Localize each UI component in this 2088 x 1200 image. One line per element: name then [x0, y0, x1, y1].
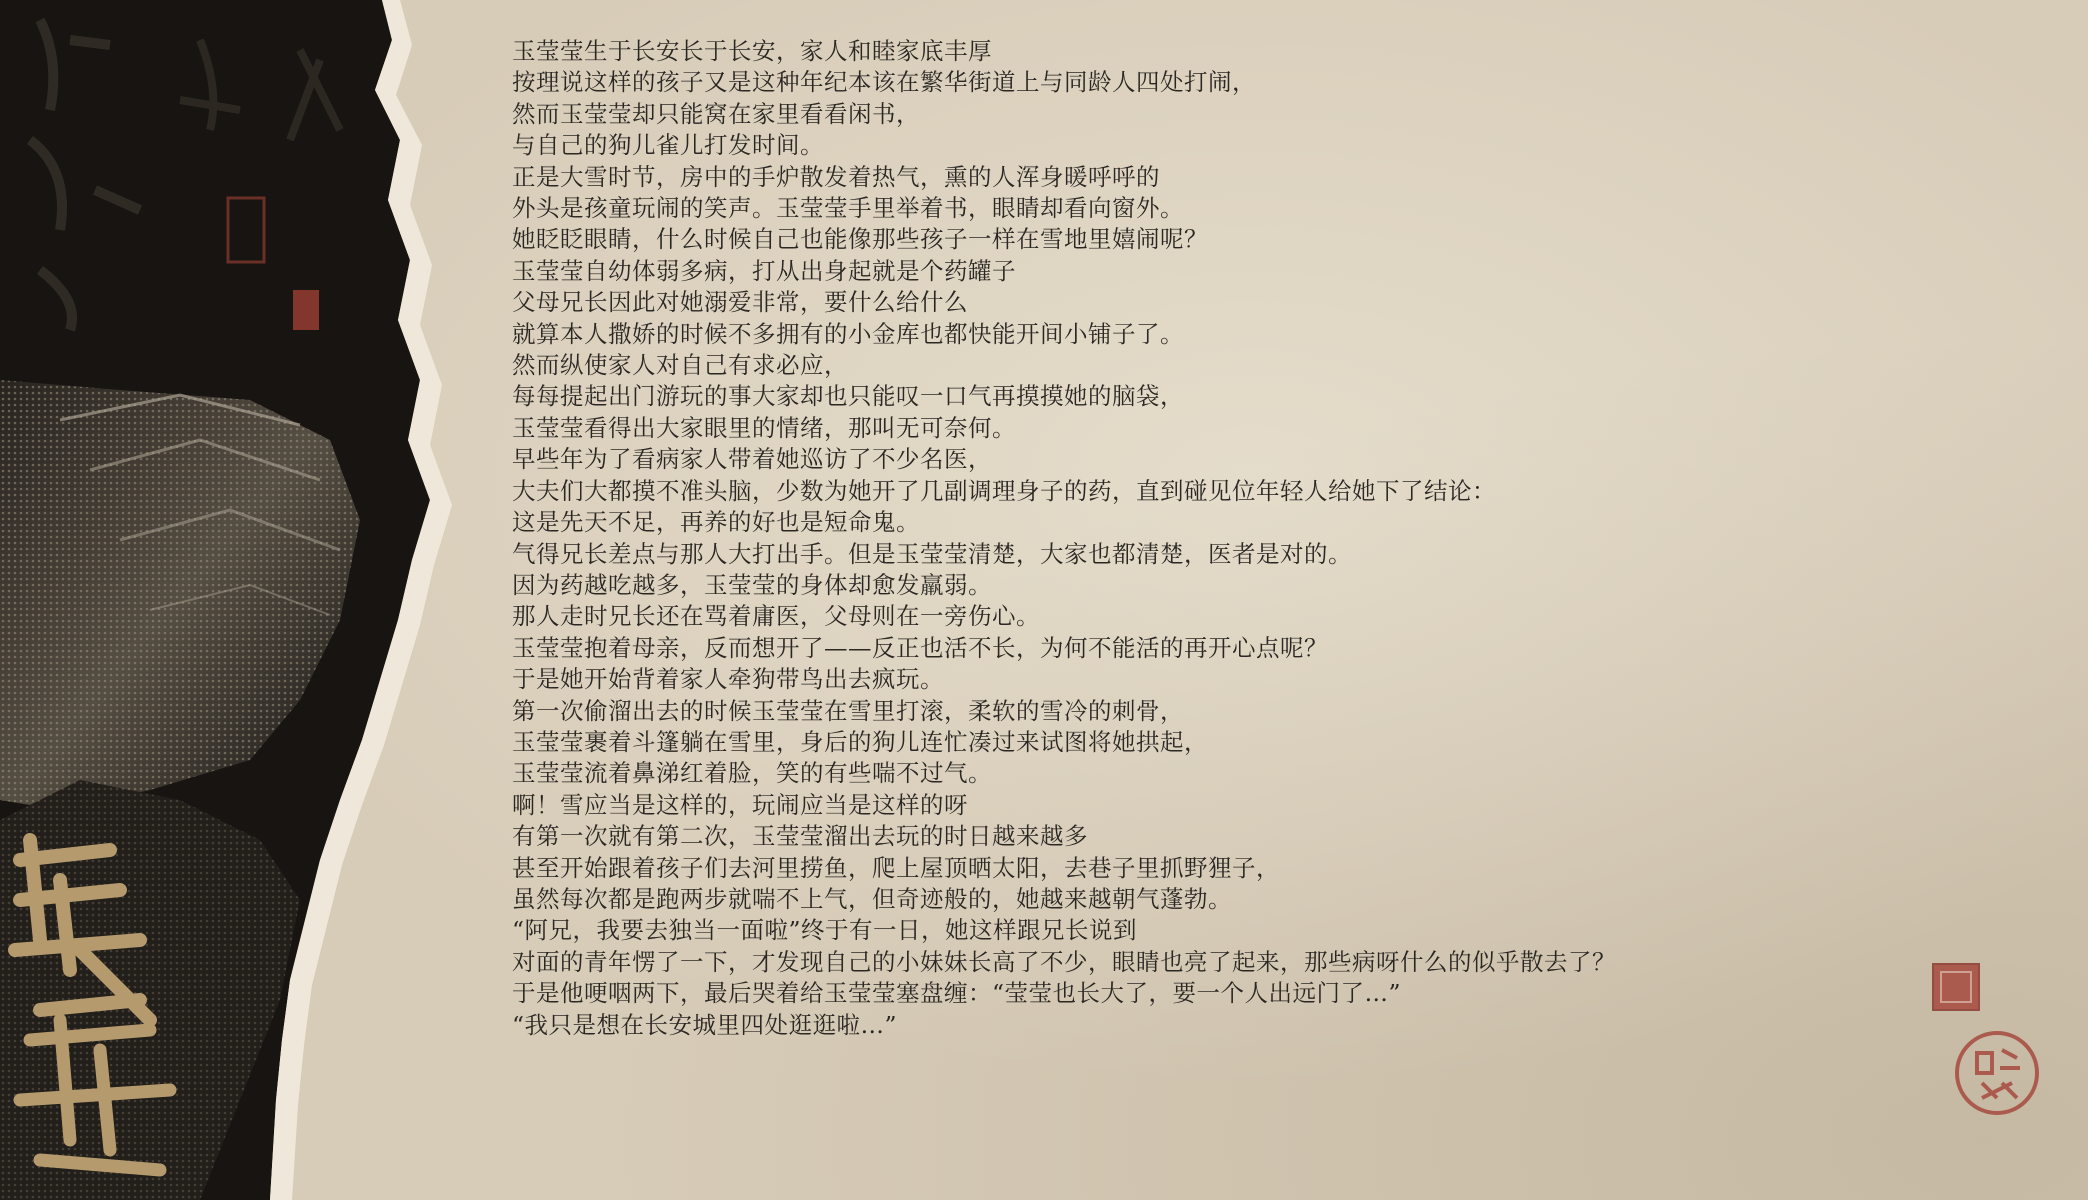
title-art-svg — [0, 820, 190, 1190]
story-line: 父母兄长因此对她溺爱非常，要什么给什么 — [512, 288, 968, 317]
story-line: 按理说这样的孩子又是这种年纪本该在繁华街道上与同龄人四处打闹， — [512, 68, 1256, 97]
story-line: “阿兄，我要去独当一面啦”终于有一日，她这样跟兄长说到 — [512, 916, 1138, 945]
story-line: 那人走时兄长还在骂着庸医，父母则在一旁伤心。 — [512, 602, 1040, 631]
story-line: 玉莹莹流着鼻涕红着脸，笑的有些喘不过气。 — [512, 759, 992, 788]
story-line: 就算本人撒娇的时候不多拥有的小金库也都快能开间小铺子了。 — [512, 319, 1184, 348]
story-line: 她眨眨眼睛，什么时候自己也能像那些孩子一样在雪地里嬉闹呢？ — [512, 225, 1208, 254]
story-line: 于是他哽咽两下，最后哭着给玉莹莹塞盘缠：“莹莹也长大了，要一个人出远门了…” — [512, 979, 1402, 1008]
story-line: 有第一次就有第二次，玉莹莹溜出去玩的时日越来越多 — [512, 822, 1088, 851]
square-seal-icon — [1932, 963, 1980, 1011]
story-line: 因为药越吃越多，玉莹莹的身体却愈发羸弱。 — [512, 570, 992, 599]
story-line: 虽然每次都是跑两步就喘不上气，但奇迹般的，她越来越朝气蓬勃。 — [512, 884, 1232, 913]
story-line: 大夫们大都摸不准头脑，少数为她开了几副调理身子的药，直到碰见位年轻人给她下了结论： — [512, 476, 1496, 505]
story-line: 正是大雪时节，房中的手炉散发着热气，熏的人浑身暖呼呼的 — [512, 162, 1160, 191]
story-line: 早些年为了看病家人带着她巡访了不少名医， — [512, 445, 992, 474]
story-line: 然而纵使家人对自己有求必应， — [512, 351, 848, 380]
story-line: 甚至开始跟着孩子们去河里捞鱼，爬上屋顶晒太阳，去巷子里抓野狸子， — [512, 853, 1280, 882]
story-line: 这是先天不足，再养的好也是短命鬼。 — [512, 508, 920, 537]
story-line: 每每提起出门游玩的事大家却也只能叹一口气再摸摸她的脑袋， — [512, 382, 1184, 411]
story-text-block — [512, 36, 1992, 1041]
story-line: 啊！雪应当是这样的，玩闹应当是这样的呀 — [512, 790, 968, 819]
story-line: 玉莹莹自幼体弱多病，打从出身起就是个药罐子 — [512, 256, 1016, 285]
story-line: 玉莹莹裹着斗篷躺在雪里，身后的狗儿连忙凑过来试图将她拱起， — [512, 727, 1208, 756]
story-line: 气得兄长差点与那人大打出手。但是玉莹莹清楚，大家也都清楚，医者是对的。 — [512, 539, 1352, 568]
story-line: 于是她开始背着家人牵狗带鸟出去疯玩。 — [512, 665, 944, 694]
story-line: 对面的青年愣了一下，才发现自己的小妹妹长高了不少，眼睛也亮了起来，那些病呀什么的似乎散去了？ — [512, 947, 1616, 976]
story-line: “我只是想在长安城里四处逛逛啦…” — [512, 1010, 898, 1039]
round-seal-icon — [1952, 1028, 2042, 1118]
game-title-calligraphy — [0, 820, 190, 1190]
story-line: 与自己的狗儿雀儿打发时间。 — [512, 131, 824, 160]
story-line: 第一次偷溜出去的时候玉莹莹在雪里打滚，柔软的雪冷的刺骨， — [512, 696, 1184, 725]
story-line: 外头是孩童玩闹的笑声。玉莹莹手里举着书，眼睛却看向窗外。 — [512, 194, 1184, 223]
story-line: 然而玉莹莹却只能窝在家里看看闲书， — [512, 99, 920, 128]
story-line: 玉莹莹生于长安长于长安，家人和睦家底丰厚 — [512, 37, 992, 65]
story-line: 玉莹莹看得出大家眼里的情绪，那叫无可奈何。 — [512, 413, 1016, 442]
story-line: 玉莹莹抱着母亲，反而想开了——反正也活不长，为何不能活的再开心点呢？ — [512, 633, 1328, 662]
